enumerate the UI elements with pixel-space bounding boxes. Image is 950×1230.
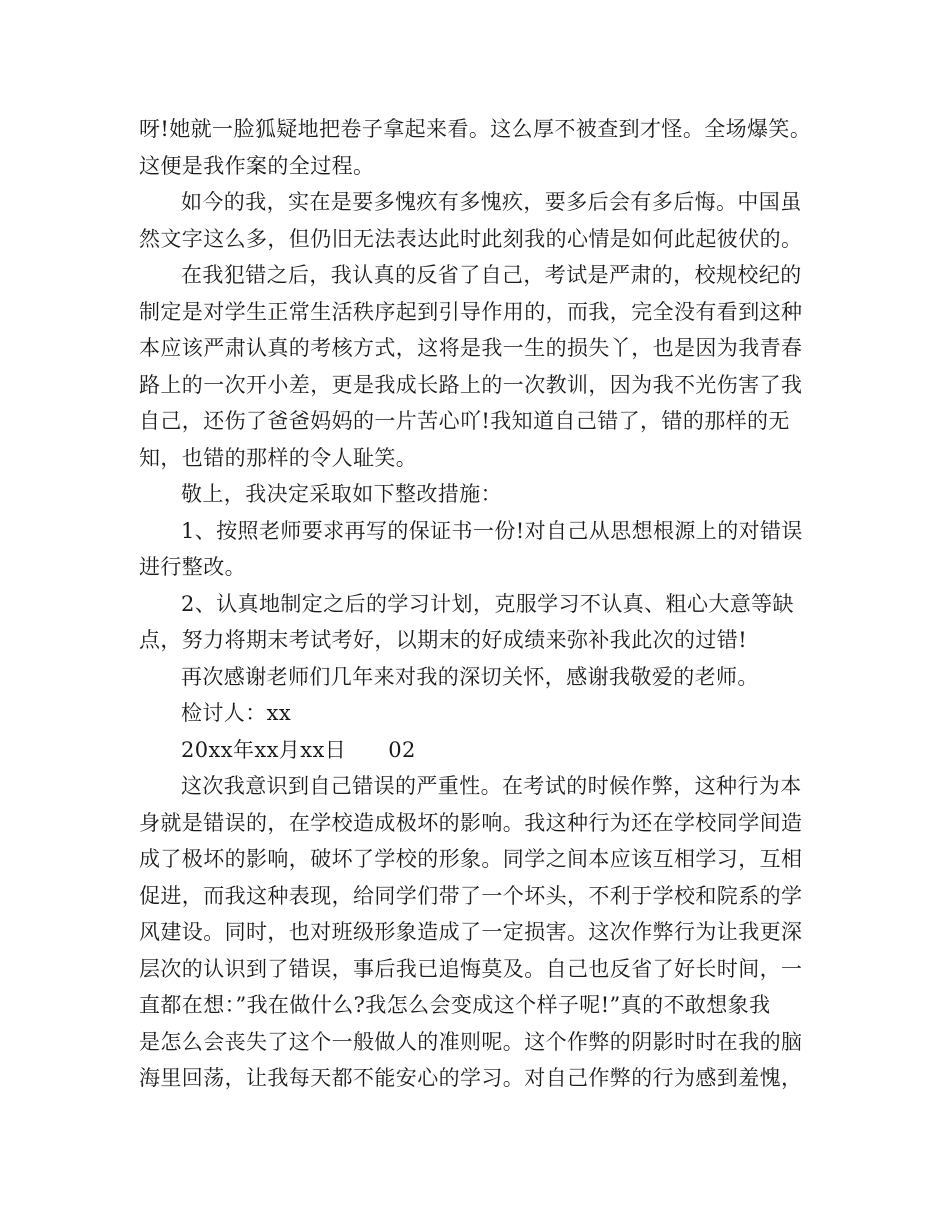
text-line: 这次我意识到自己错误的严重性。在考试的时候作弊，这种行为本 <box>181 774 802 798</box>
text-line: 身就是错误的，在学校造成极坏的影响。我这种行为还在学校同学间造 <box>139 810 803 835</box>
text-line: 是怎么会丧失了这个一般做人的准则呢。这个作弊的阴影时时在我的脑 <box>139 1029 803 1054</box>
text-line: 这便是我作案的全过程。 <box>139 153 375 178</box>
text-line: 如今的我，实在是要多愧疚有多愧疚，要多后会有多后悔。中国虽 <box>181 190 802 214</box>
text-line: 进行整改。 <box>139 555 246 579</box>
text-line: 在我犯错之后，我认真的反省了自己，考试是严肃的，校规校纪的 <box>181 263 802 287</box>
text-line: 知，也错的那样的令人耻笑。 <box>139 445 418 470</box>
text-line: 促进，而我这种表现，给同学们带了一个坏头，不利于学校和院系的学 <box>139 883 803 908</box>
text-line: 本应该严肃认真的考核方式，这将是我一生的损失丫，也是因为我青春 <box>139 336 803 360</box>
text-line: 再次感谢老师们几年来对我的深切关怀，感谢我敬爱的老师。 <box>181 664 759 689</box>
paragraph-block-bottom <box>139 768 829 1097</box>
text-line: 检讨人：xx <box>181 701 292 725</box>
text-line: 制定是对学生正常生活秩序起到引导作用的，而我，完全没有看到这种 <box>139 299 803 324</box>
section-number: 02 <box>388 737 416 762</box>
text-line: 敬上，我决定采取如下整改措施： <box>181 482 502 506</box>
text-line: 点，努力将期末考试考好，以期末的好成绩来弥补我此次的过错! <box>139 628 748 652</box>
text-line: 风建设。同时，也对班级形象造成了一定损害。这次作弊行为让我更深 <box>139 920 803 944</box>
text-line: 路上的一次开小差，更是我成长路上的一次教训，因为我不光伤害了我 <box>139 372 803 397</box>
text-line: 1、按照老师要求再写的保证书一份!对自己从思想根源上的对错误 <box>181 518 803 543</box>
text-line: 呀!她就一脸狐疑地把卷子拿起来看。这么厚不被查到才怪。全场爆笑。 <box>139 117 812 141</box>
paragraph-block-top <box>139 111 829 732</box>
text-line: 成了极坏的影响，破坏了学校的形象。同学之间本应该互相学习，互相 <box>139 847 803 871</box>
date-text: 20xx年xx月xx日 <box>181 737 347 762</box>
text-line: 然文字这么多，但仍旧无法表达此时此刻我的心情是如何此起彼伏的。 <box>139 226 803 251</box>
date-line <box>139 732 829 769</box>
text-line: 层次的认识到了错误，事后我已追悔莫及。自己也反省了好长时间，一 <box>139 956 803 981</box>
text-line: 海里回荡，让我每天都不能安心的学习。对自己作弊的行为感到羞愧， <box>139 1066 803 1090</box>
text-line: 直都在想：”我在做什么?我怎么会变成这个样子呢!”真的不敢想象我 <box>139 993 771 1017</box>
text-line: 2、认真地制定之后的学习计划，克服学习不认真、粗心大意等缺 <box>181 591 794 616</box>
text-line: 自己，还伤了爸爸妈妈的一片苦心吖!我知道自己错了，错的那样的无 <box>139 409 790 433</box>
document-body <box>139 111 829 1097</box>
